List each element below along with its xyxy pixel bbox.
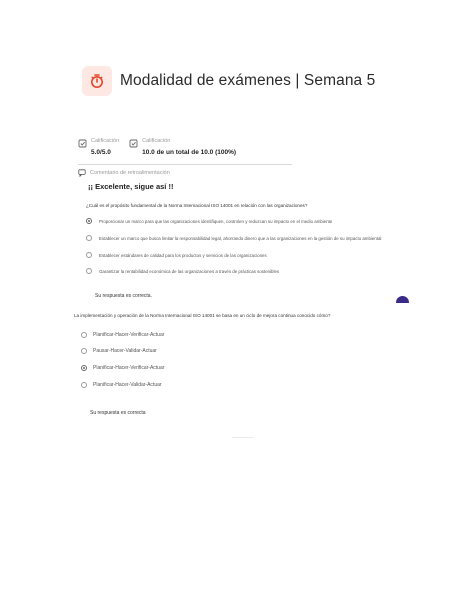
question-2-text: La implementación y operación de la Norma Internacional ISO 14001 se basa en un ciclo de mejora continua conocido cómo? — [74, 313, 331, 318]
question-1-option-2[interactable] — [86, 235, 381, 241]
question-1-option-1[interactable] — [86, 218, 332, 224]
total-block — [129, 137, 236, 156]
question-1-text: ¿Cuál es el propósito fundamental de la Norma Internacional ISO 14001 en relación con las organizaciones? — [86, 203, 308, 208]
option-label: Pausar-Hacer-Validar-Actuar — [93, 348, 157, 354]
question-2-option-2[interactable] — [81, 348, 157, 354]
question-2-option-3[interactable] — [81, 365, 164, 371]
question-2-option-4[interactable] — [81, 382, 162, 388]
radio[interactable] — [81, 332, 87, 338]
option-label: Establecer un marco que busca limitar la responsabilidad legal, ahorrando dinero que a las organizaciones en la gestión de su impacto ambiental — [99, 235, 382, 241]
divider — [78, 164, 292, 165]
check-square-icon — [78, 139, 88, 149]
question-2-option-1[interactable] — [81, 332, 164, 338]
question-2-result: Su respuesta es correcta — [90, 410, 146, 416]
radio-selected[interactable] — [86, 218, 92, 224]
option-label: Planificar-Hacer-Verificar-Actuar — [93, 332, 165, 338]
grade-value: 5.0/5.0 — [91, 149, 111, 156]
comment-icon — [78, 169, 86, 177]
radio[interactable] — [86, 252, 92, 258]
radio[interactable] — [81, 348, 87, 354]
question-1-result: Su respuesta es correcta. — [95, 293, 152, 299]
grade-label: Calificación — [91, 138, 120, 144]
total-value: 10.0 de un total de 10.0 (100%) — [142, 149, 237, 156]
score-summary — [78, 137, 292, 156]
radio[interactable] — [86, 235, 92, 241]
divider — [232, 437, 254, 438]
stopwatch-icon — [82, 66, 112, 96]
question-1-option-3[interactable] — [86, 252, 267, 258]
total-label: Calificación — [142, 138, 171, 144]
radio[interactable] — [86, 268, 92, 274]
option-label: Garantizar la rentabilidad económica de las organizaciones a través de prácticas sostenibles — [99, 268, 280, 274]
page-header — [82, 64, 375, 98]
feedback-label: Comentario de retroalimentación — [90, 170, 170, 176]
option-label: Establecer estándares de calidad para los productos y servicios de las organizaciones — [99, 252, 267, 258]
grade-block — [78, 137, 119, 156]
fab-mask — [396, 303, 409, 311]
page-title: Modalidad de exámenes | Semana 5 — [120, 72, 376, 89]
check-square-icon — [129, 139, 139, 149]
option-label: Planificar-Hacer-Verificar-Actuar — [93, 365, 165, 371]
question-1-option-4[interactable] — [86, 268, 279, 274]
radio[interactable] — [81, 382, 87, 388]
radio-selected[interactable] — [81, 365, 87, 371]
option-label: Proporcionar un marco para que las organizaciones identifiquen, controlen y reduzcan su impacto en el medio ambiente — [99, 218, 333, 224]
feedback-header — [78, 169, 170, 177]
feedback-text: ¡¡ Excelente, sigue así !! — [88, 182, 174, 191]
option-label: Planificar-Hacer-Validar-Actuar — [93, 382, 162, 388]
